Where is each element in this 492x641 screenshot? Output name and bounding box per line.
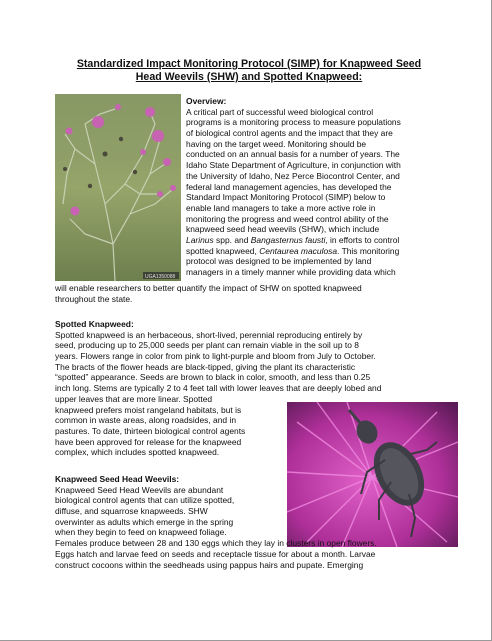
knapweed-plant-photo — [55, 94, 181, 281]
spotted-knapweed-section — [55, 319, 381, 458]
overview-line: federal land management agencies, has developed the — [186, 181, 392, 192]
spotted-line: inch long. Stems are typically 2 to 4 feet tall with lower leaves that are deeply lobed and — [55, 383, 382, 394]
overview-line: programs is a monitoring process to measure populations — [186, 117, 401, 128]
weevils-line: Knapweed Seed Head Weevils are abundant — [55, 484, 224, 495]
overview-line: will enable researchers to better quantify the impact of SHW on spotted knapweed — [55, 283, 362, 293]
spotted-line: pastures. To date, thirteen biological control agents — [55, 425, 246, 436]
spotted-line: “spotted” appearance. Seeds are brown to black in color, smooth, and less than 0.25 — [55, 372, 371, 383]
spotted-line: have been approved for release for the knapweed — [55, 436, 242, 447]
overview-line: Idaho State Department of Agriculture, in conjunction with — [186, 160, 401, 171]
overview-line: the University of Idaho, Nez Perce Biocontrol Center, and — [186, 170, 400, 181]
overview-heading: Overview: — [186, 96, 227, 106]
seed-head-weevils-heading: Knapweed Seed Head Weevils: — [55, 474, 180, 484]
overview-line — [186, 246, 401, 257]
species-bangasternus: Bangasternus fausti — [250, 234, 326, 245]
weevils-line: diffuse, and squarrose knapweeds. SHW — [55, 506, 208, 517]
species-centaurea: Centaurea maculosa — [259, 245, 338, 256]
seed-head-weevils-section — [55, 474, 377, 570]
weevils-line: Eggs hatch and larvae feed on seeds and receptacle tissue for about a month. Larvae — [55, 548, 376, 559]
overview-text: . This monitoring — [337, 245, 400, 256]
overview-text: , in efforts to control — [325, 234, 400, 245]
overview-continuation — [55, 283, 362, 304]
title-line-1: Standardized Impact Monitoring Protocol (SIMP) for Knapweed Seed — [76, 58, 422, 70]
overview-line: protocol was designed to be implemented by land — [186, 256, 372, 267]
spotted-line: common in waste areas, along roadsides, and in — [55, 415, 237, 426]
overview-line: monitoring the progress and weed control ability of the — [186, 213, 389, 224]
overview-line: enable land managers to take a more active role in — [186, 202, 376, 213]
spotted-line: The bracts of the flower heads are black-tipped, giving the plant its characteristic — [55, 361, 356, 372]
overview-section — [186, 96, 401, 278]
overview-line: Standard Impact Monitoring Protocol (SIMP) below to — [186, 192, 386, 203]
spotted-line: complex, which includes spotted knapweed. — [55, 447, 220, 458]
spotted-line: knapweed prefers moist rangeland habitats, but is — [55, 404, 242, 415]
overview-line — [186, 235, 401, 246]
overview-line: of biological control agents and the impact that they are — [186, 128, 393, 139]
genus-larinus: Larinus — [186, 234, 214, 245]
spotted-line: upper leaves that are more linear. Spotted — [55, 393, 213, 404]
spotted-knapweed-heading: Spotted Knapweed: — [55, 319, 134, 329]
overview-line: A critical part of successful weed biological control — [186, 106, 374, 117]
overview-text: spp. and — [213, 234, 251, 245]
weevils-line: construct cocoons within the seedheads using pappus hairs and pupate. Emerging — [55, 559, 364, 570]
overview-line: knapweed seed head weevils (SHW), which include — [186, 224, 380, 235]
weevils-line: when they begin to feed on knapweed foliage. — [55, 527, 227, 538]
weevils-line: overwinter as adults which emerge in the spring — [55, 516, 234, 527]
overview-line: throughout the state. — [55, 293, 133, 304]
weevils-line: biological control agents that can utilize spotted, — [55, 495, 235, 506]
spotted-line: seed, producing up to 25,000 seeds per plant can remain viable in the soil up to 8 — [55, 340, 359, 351]
document-title — [40, 58, 458, 84]
overview-line: managers in a timely manner while providing data which — [186, 267, 396, 277]
overview-line: conducted on an annual basis for a number of years. The — [186, 149, 400, 160]
spotted-line: Spotted knapweed is an herbaceous, short-lived, perennial reproducing entirely by — [55, 329, 363, 340]
photo-credit-caption: UGA1350088 — [145, 274, 176, 280]
title-line-2: Head Weevils (SHW) and Spotted Knapweed: — [135, 71, 363, 83]
overview-line: having on the target weed. Monitoring should be — [186, 138, 367, 149]
overview-text: spotted knapweed, — [186, 245, 260, 256]
weevils-line: Females produce between 28 and 130 eggs which they lay in clusters in open flowers. — [55, 538, 377, 549]
spotted-line: years. Flowers range in color from pink to light-purple and bloom from July to October. — [55, 351, 376, 362]
